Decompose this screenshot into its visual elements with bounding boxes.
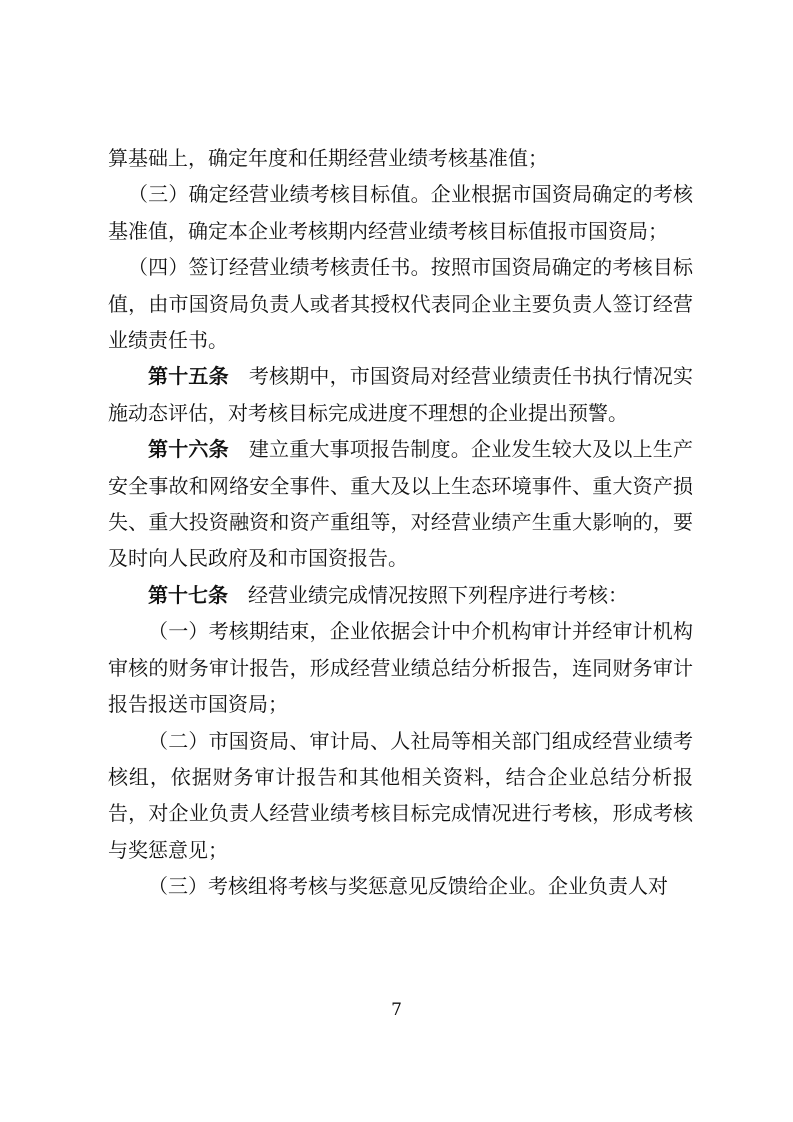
paragraph-text: （二）市国资局、审计局、人社局等相关部门组成经营业绩考核组，依据财务审计报告和其他相关资料，结合企业总结分析报告，对企业负责人经营业绩考核目标完成情况进行考核，形成考核与奖惩意见；	[108, 728, 693, 862]
paragraph-step-2	[108, 723, 693, 869]
paragraph-step-1	[108, 613, 693, 722]
article-text: 建立重大事项报告制度。企业发生较大及以上生产安全事故和网络安全事件、重大及以上生态环境事件、重大资产损失、重大投资融资和资产重组等，对经营业绩产生重大影响的，要及时向人民政府及和市国资报告。	[108, 437, 694, 571]
article-title: 第十六条	[148, 437, 229, 462]
paragraph-continuation	[108, 140, 693, 176]
article-17	[108, 577, 693, 613]
paragraph-text: （四）签订经营业绩考核责任书。按照市国资局确定的考核目标值，由市国资局负责人或者其授权代表同企业主要负责人签订经营业绩责任书。	[108, 255, 693, 353]
document-body	[108, 140, 693, 905]
paragraph-item-3	[108, 176, 693, 249]
paragraph-text: （三）确定经营业绩考核目标值。企业根据市国资局确定的考核基准值，确定本企业考核期内经营业绩考核目标值报市国资局；	[108, 182, 693, 243]
article-15	[108, 358, 693, 431]
article-text: 考核期中，市国资局对经营业绩责任书执行情况实施动态评估，对考核目标完成进度不理想的企业提出预警。	[108, 364, 694, 425]
paragraph-item-4	[108, 249, 693, 358]
paragraph-step-3	[108, 868, 693, 904]
article-16	[108, 431, 693, 577]
page-number: 7	[391, 1000, 402, 1020]
article-title: 第十七条	[148, 582, 228, 607]
paragraph-text: 算基础上，确定年度和任期经营业绩考核基准值；	[108, 146, 548, 170]
article-text: 经营业绩完成情况按照下列程序进行考核：	[248, 582, 628, 607]
paragraph-text: （一）考核期结束，企业依据会计中介机构审计并经审计机构审核的财务审计报告，形成经营业绩总结分析报告，连同财务审计报告报送市国资局；	[108, 619, 693, 717]
paragraph-text: （三）考核组将考核与奖惩意见反馈给企业。企业负责人对	[148, 874, 668, 899]
article-title: 第十五条	[148, 364, 229, 389]
